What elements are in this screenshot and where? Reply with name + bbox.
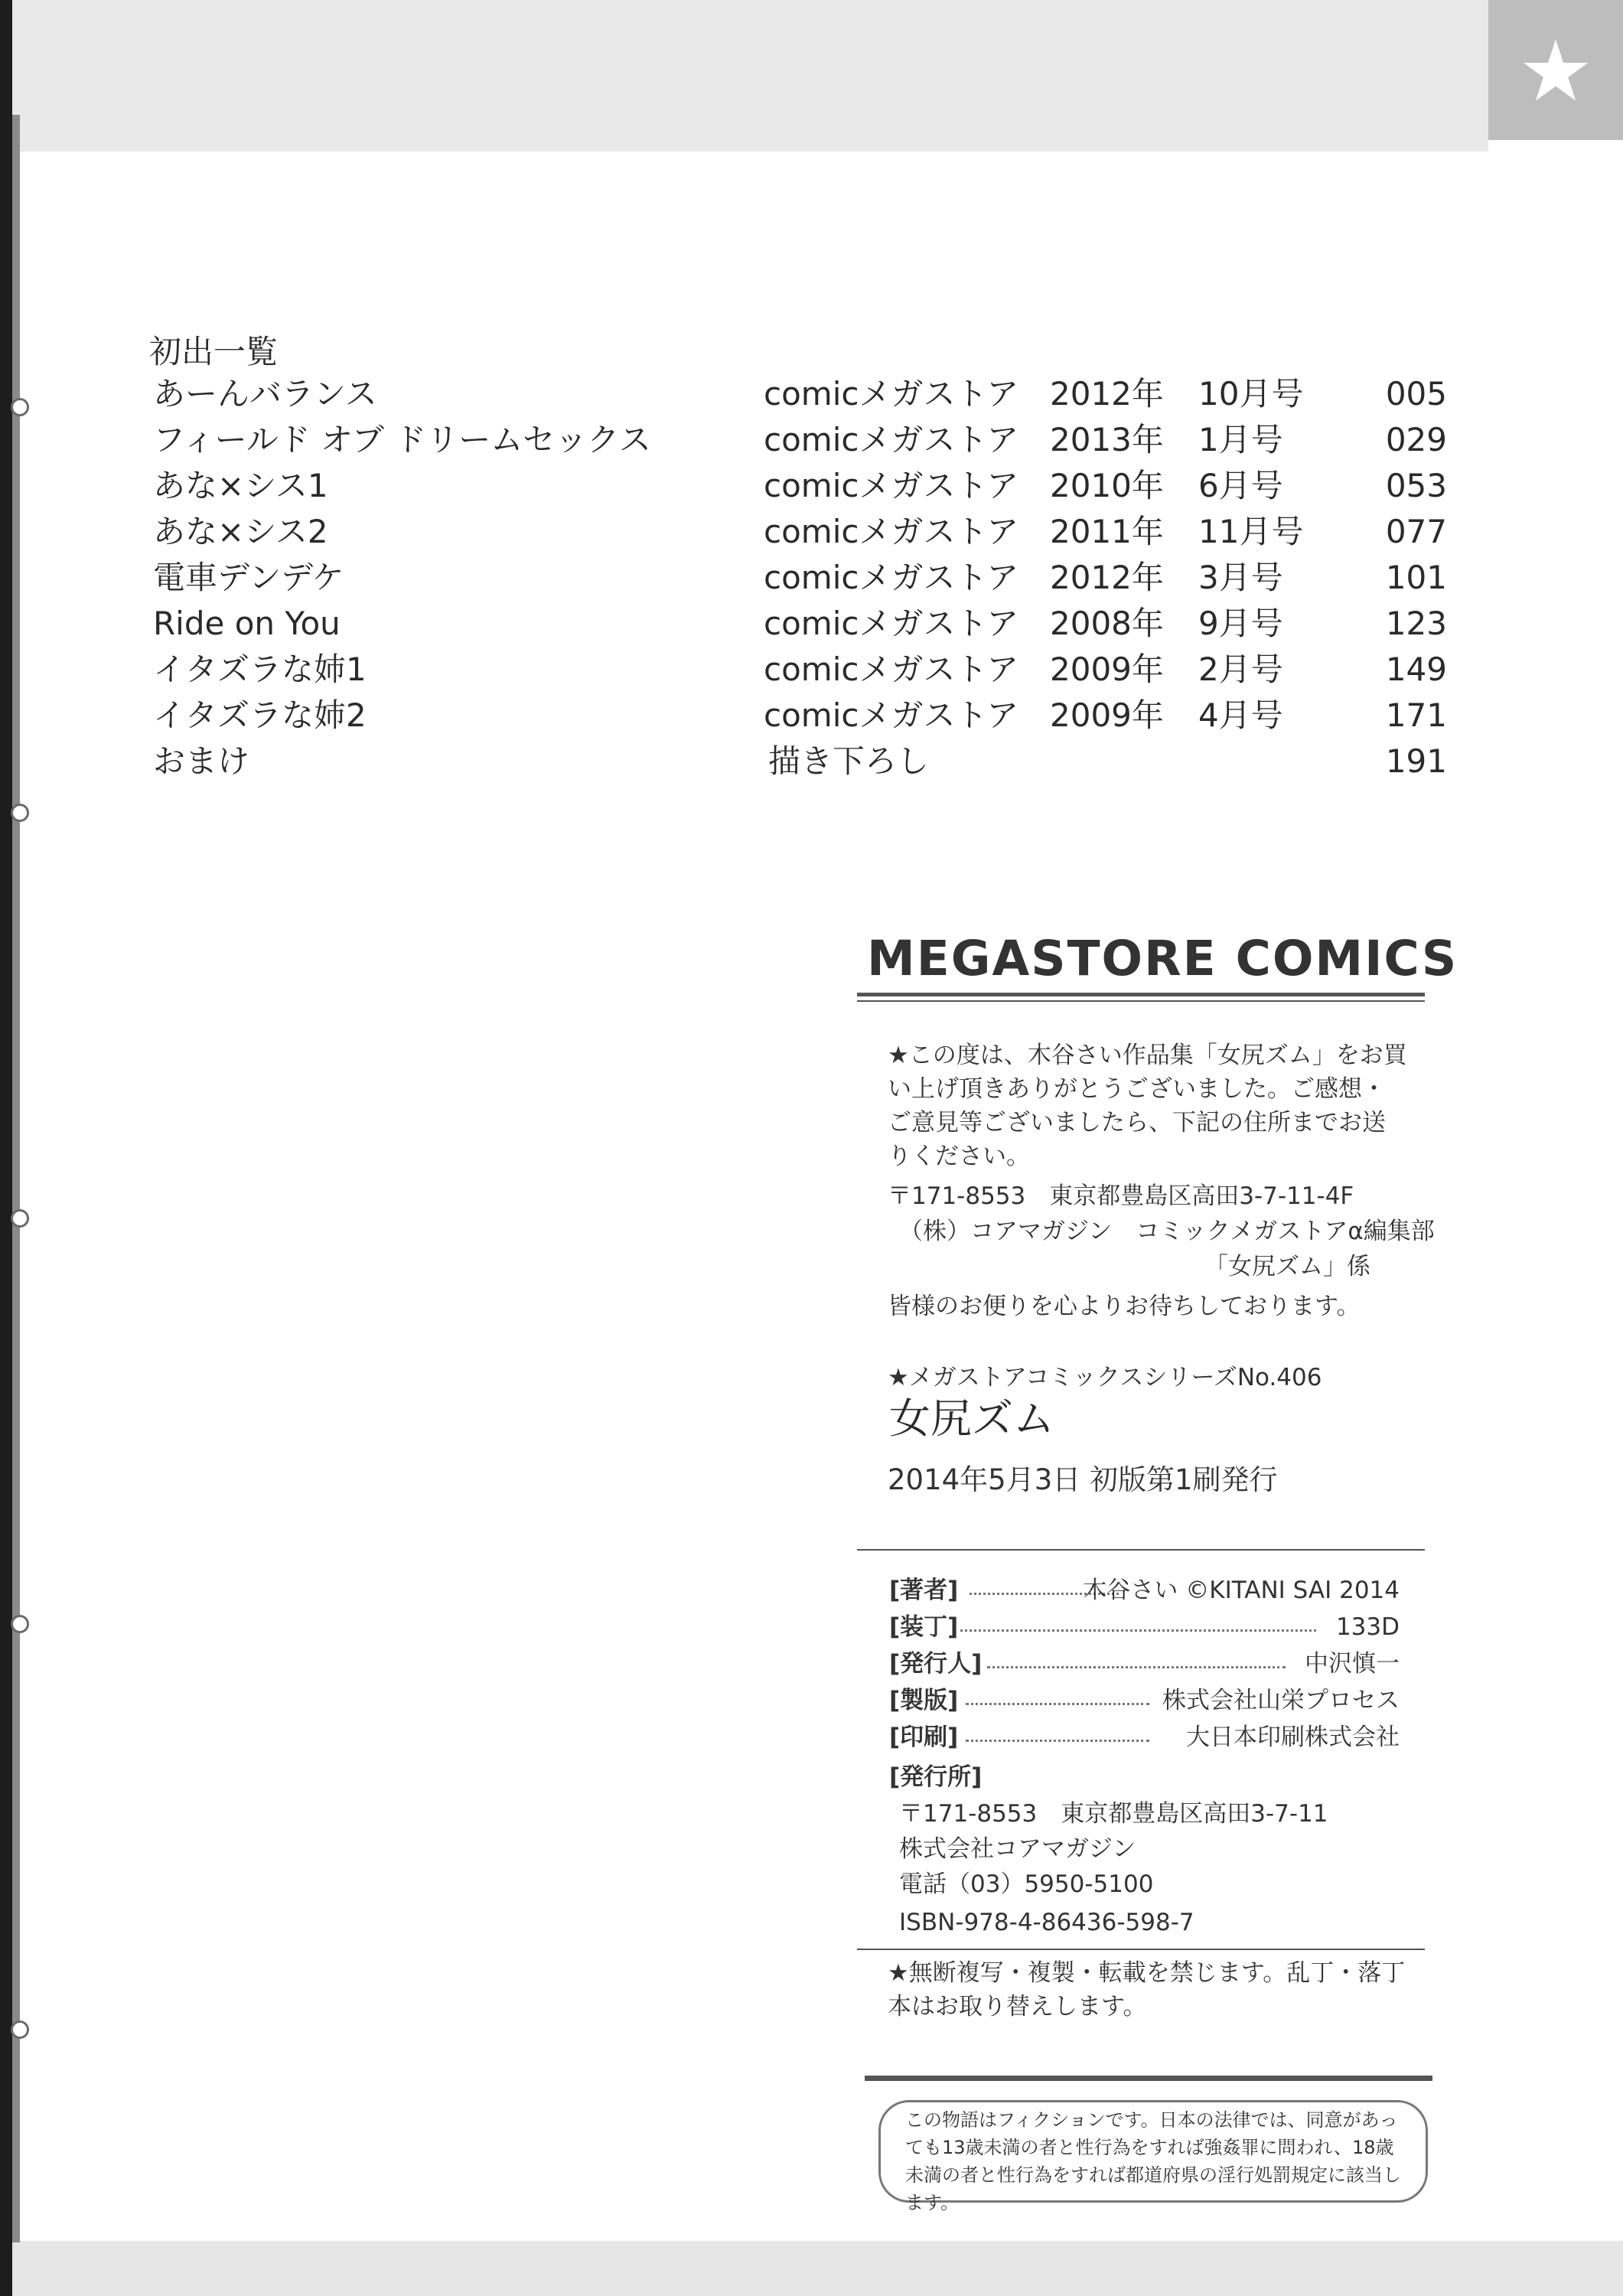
toc-title: あーんバランス bbox=[153, 375, 377, 413]
toc-magazine: comicメガストア bbox=[764, 651, 1019, 688]
toc-page: 149 bbox=[1385, 651, 1447, 688]
star-icon: ★ bbox=[1517, 22, 1594, 120]
leader-dots bbox=[960, 1629, 1316, 1632]
credit-label: [印刷] bbox=[889, 1724, 959, 1751]
credit-value: 133D bbox=[1335, 1613, 1400, 1641]
book-title: 女尻ズム bbox=[889, 1394, 1054, 1443]
leader-dots bbox=[966, 1703, 1149, 1705]
toc-title: Ride on You bbox=[153, 605, 341, 642]
binding-hole bbox=[11, 2020, 29, 2039]
binding-edge bbox=[0, 0, 12, 2296]
toc-title: 電車デンデケ bbox=[153, 559, 344, 596]
toc-magazine: comicメガストア bbox=[764, 513, 1019, 550]
toc-issue: 11月号 bbox=[1198, 513, 1304, 550]
toc-title: おまけ bbox=[153, 742, 250, 780]
copy-notice: ★無断複写・複製・転載を禁じます。乱丁・落丁本はお取り替えします。 bbox=[888, 1959, 1406, 2020]
toc-magazine: comicメガストア bbox=[764, 605, 1019, 642]
toc-page: 077 bbox=[1385, 513, 1447, 550]
waiting-message: 皆様のお便りを心よりお待ちしております。 bbox=[888, 1293, 1361, 1320]
toc-year: 2008年 bbox=[1050, 605, 1164, 642]
credit-label: [著者] bbox=[889, 1577, 959, 1604]
toc-row bbox=[0, 419, 1623, 465]
divider bbox=[865, 2076, 1432, 2081]
toc-issue: 1月号 bbox=[1198, 421, 1283, 458]
toc-issue: 10月号 bbox=[1198, 375, 1304, 413]
toc-row bbox=[0, 510, 1623, 556]
binding-hole bbox=[11, 1209, 29, 1228]
toc-row bbox=[0, 740, 1623, 786]
toc-row bbox=[0, 556, 1623, 602]
toc-title: イタズラな姉2 bbox=[153, 696, 367, 734]
corner-star-tab bbox=[1488, 0, 1623, 140]
toc-year: 2012年 bbox=[1050, 559, 1164, 596]
toc-page: 053 bbox=[1385, 467, 1447, 504]
toc-row bbox=[0, 694, 1623, 740]
toc-row bbox=[0, 373, 1623, 419]
toc-heading: 初出一覧 bbox=[149, 333, 279, 370]
toc-title: あな×シス2 bbox=[153, 513, 328, 550]
toc-page: 005 bbox=[1385, 375, 1447, 413]
publisher-phone: 電話（03）5950-5100 bbox=[899, 1870, 1154, 1898]
toc-year: 2009年 bbox=[1050, 696, 1164, 734]
publisher-name: 株式会社コアマガジン bbox=[899, 1835, 1136, 1863]
divider bbox=[857, 1549, 1425, 1551]
leader-dots bbox=[987, 1666, 1286, 1668]
toc-year: 2011年 bbox=[1050, 513, 1164, 550]
toc-note: 描き下ろし bbox=[768, 742, 930, 780]
top-band bbox=[0, 0, 1488, 152]
toc-issue: 6月号 bbox=[1198, 467, 1283, 504]
credit-value: 中沢慎一 bbox=[1305, 1650, 1400, 1678]
toc-row bbox=[0, 602, 1623, 648]
toc-issue: 4月号 bbox=[1198, 696, 1283, 734]
credit-value: 株式会社山栄プロセス bbox=[1162, 1687, 1400, 1714]
address-line: （株）コアマガジン コミックメガストアα編集部 bbox=[899, 1218, 1435, 1245]
credit-value: 木谷さい ©KITANI SAI 2014 bbox=[1083, 1577, 1400, 1604]
toc-row bbox=[0, 648, 1623, 694]
credit-label: [製版] bbox=[889, 1687, 959, 1714]
toc-issue: 2月号 bbox=[1198, 651, 1283, 688]
bottom-band bbox=[0, 2241, 1623, 2296]
divider bbox=[857, 993, 1425, 996]
divider bbox=[857, 1000, 1425, 1002]
toc-title: フィールド オブ ドリームセックス bbox=[153, 421, 651, 458]
toc-magazine: comicメガストア bbox=[764, 696, 1019, 734]
toc-page: 029 bbox=[1385, 421, 1447, 458]
toc-magazine: comicメガストア bbox=[764, 559, 1019, 596]
toc-page: 123 bbox=[1385, 605, 1447, 642]
binding-hole bbox=[11, 1615, 29, 1633]
toc-year: 2009年 bbox=[1050, 651, 1164, 688]
binding-hole bbox=[11, 804, 29, 822]
toc-issue: 3月号 bbox=[1198, 559, 1283, 596]
toc-year: 2010年 bbox=[1050, 467, 1164, 504]
isbn: ISBN-978-4-86436-598-7 bbox=[899, 1909, 1194, 1936]
brand-logo: MEGASTORE COMICS bbox=[867, 931, 1458, 987]
fiction-notice: この物語はフィクションです。日本の法律では、同意があっても13歳未満の者と性行為をすれば強姦罪に問われ、18歳未満の者と性行為をすれば都道府県の淫行処罰規定に該当します。 bbox=[905, 2109, 1401, 2213]
toc-magazine: comicメガストア bbox=[764, 467, 1019, 504]
publisher-label: [発行所] bbox=[889, 1763, 983, 1791]
toc-year: 2013年 bbox=[1050, 421, 1164, 458]
address-line: 〒171-8553 東京都豊島区高田3-7-11-4F bbox=[888, 1182, 1354, 1210]
leader-dots bbox=[966, 1740, 1149, 1742]
series-number: ★メガストアコミックスシリーズNo.406 bbox=[888, 1364, 1322, 1391]
toc-page: 191 bbox=[1385, 742, 1447, 780]
toc-page: 101 bbox=[1385, 559, 1447, 596]
toc-page: 171 bbox=[1385, 696, 1447, 734]
toc-magazine: comicメガストア bbox=[764, 421, 1019, 458]
toc-title: あな×シス1 bbox=[153, 467, 328, 504]
toc-year: 2012年 bbox=[1050, 375, 1164, 413]
toc-row bbox=[0, 465, 1623, 510]
divider bbox=[857, 1949, 1425, 1950]
toc-title: イタズラな姉1 bbox=[153, 651, 367, 688]
publisher-address: 〒171-8553 東京都豊島区高田3-7-11 bbox=[899, 1800, 1328, 1828]
edition-date: 2014年5月3日 初版第1刷発行 bbox=[888, 1463, 1278, 1496]
address-line: 「女尻ズム」係 bbox=[1204, 1253, 1370, 1280]
credit-value: 大日本印刷株式会社 bbox=[1186, 1724, 1400, 1751]
credit-label: [発行人] bbox=[889, 1650, 983, 1678]
toc-magazine: comicメガストア bbox=[764, 375, 1019, 413]
toc-issue: 9月号 bbox=[1198, 605, 1283, 642]
credit-label: [装丁] bbox=[889, 1613, 959, 1641]
thanks-message: ★この度は、木谷さい作品集「女尻ズム」をお買い上げ頂きありがとうございました。ご感想・ご意見等ございましたら、下記の住所までお送りください。 bbox=[888, 1042, 1407, 1170]
